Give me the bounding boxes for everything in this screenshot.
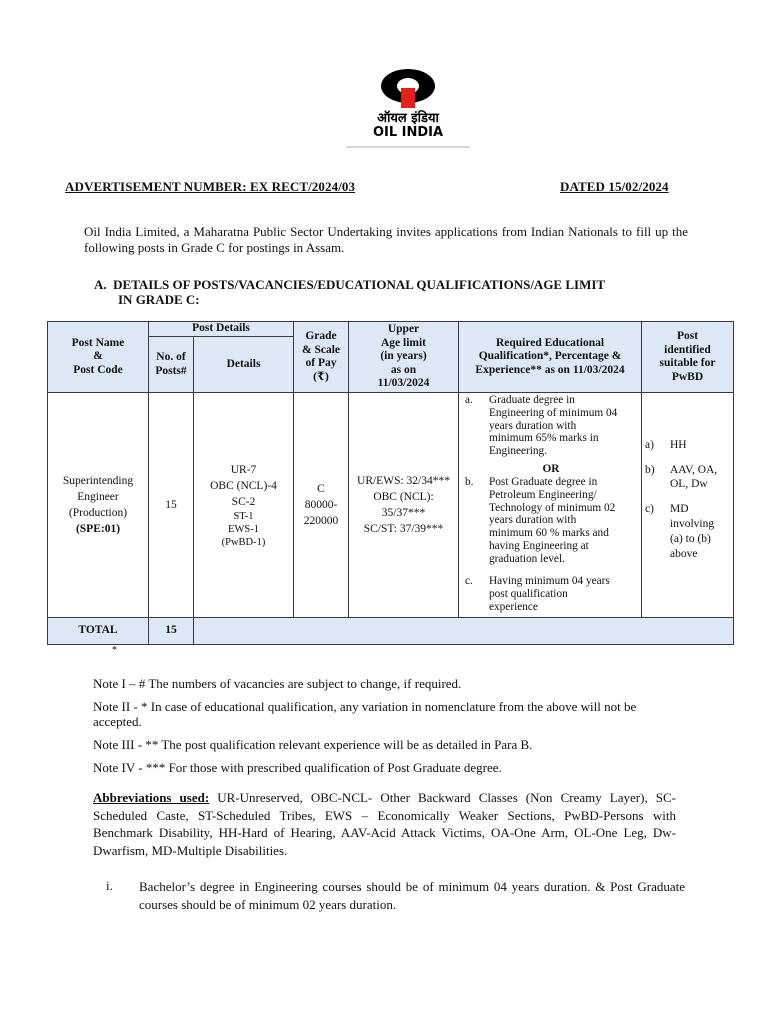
abbreviations-text: UR-Unreserved, OBC-NCL- Other Backward Classes (Non Creamy Layer), SC- Scheduled Caste, ST-Scheduled Tribes, EWS – Economically Weaker Sections, PwBD-Persons with Benchmark Disability, HH-Hard of Hearing, AAV-Acid Attack Victims, OA-One Arm, OL-One Leg, Dw-Dwarfism, MD-Multiple Disabilities. (93, 790, 676, 858)
note-3: Note III - ** The post qualification relevant experience will be as detailed in Para B. (93, 737, 533, 752)
asterisk-mark: * (112, 645, 117, 656)
oil-india-logo (347, 66, 469, 148)
post-code: (SPE:01) (75, 523, 121, 535)
section-a-heading (94, 277, 684, 307)
note-2: Note II - * In case of educational qualification, any variation in nomenclature from the above will not be accepted. (93, 699, 637, 729)
header-grade: Grade & Scale of Pay (₹) (293, 321, 349, 393)
cell-qualification: a. Graduate degree in Engineering of minimum 04 years duration with minimum 65% marks in Engineering. OR b. Post Graduate degree in Petroleum Engineering/ Technology of minimum 02 years duration with minimum 60 % marks and having Engineering at graduation level. c. Having minimum 04 years post qualification experience (458, 392, 642, 618)
header-details: Details (193, 336, 294, 393)
para-i-text: Bachelor’s degree in Engineering courses should be of minimum 04 years duration. & Post Graduate courses should be of minimum 02 years duration. (139, 879, 685, 912)
advertisement-date: DATED 15/02/2024 (560, 179, 669, 194)
note-1: Note I – # The numbers of vacancies are subject to change, if required. (93, 676, 462, 691)
abbreviations-paragraph (93, 789, 676, 859)
section-a-line1: DETAILS OF POSTS/VACANCIES/EDUCATIONAL QUALIFICATIONS/AGE LIMIT (113, 277, 606, 292)
para-i-number: i. (106, 878, 113, 893)
total-empty-cell (193, 617, 734, 645)
total-value: 15 (148, 617, 194, 645)
section-a-line2: IN GRADE C: (118, 292, 200, 307)
header-num-posts: No. of Posts# (148, 336, 194, 393)
qualification-or: OR (542, 463, 560, 475)
advertisement-number: ADVERTISEMENT NUMBER: EX RECT/2024/03 (65, 179, 356, 194)
total-label: TOTAL (47, 617, 149, 645)
section-a-label: A. (94, 277, 107, 292)
pwbd-c: c) MD involving (a) to (b) above (645, 503, 715, 560)
cell-details: UR-7 OBC (NCL)-4 SC-2 ST-1 EWS-1 (PwBD-1) (193, 392, 294, 618)
cell-age-limit: UR/EWS: 32/34*** OBC (NCL): 35/37*** SC/ST: 37/39*** (348, 392, 459, 618)
header-age-limit: Upper Age limit (in years) as on 11/03/2024 (348, 321, 459, 393)
abbreviations-label: Abbreviations used: (93, 790, 210, 805)
logo-text: OIL INDIA (372, 125, 444, 140)
header-pwbd: Post identified suitable for PwBD (641, 321, 734, 393)
pwbd-b: b) AAV, OA, OL, Dw (645, 464, 718, 490)
pwbd-a: a) HH (645, 439, 687, 451)
posts-table (47, 321, 734, 645)
cell-num-posts: 15 (148, 392, 194, 618)
cell-pwbd (641, 392, 734, 618)
header-post-details: Post Details (148, 321, 294, 337)
header-post-name: Post Name & Post Code (47, 321, 149, 393)
logo-divider (346, 146, 470, 148)
header-qualification: Required Educational Qualification*, Percentage & Experience** as on 11/03/2024 (458, 321, 642, 393)
note-4: Note IV - *** For those with prescribed qualification of Post Graduate degree. (93, 760, 502, 775)
cell-grade: C 80000- 220000 (293, 392, 349, 618)
cell-post-name: Superintending Engineer (Production) (SPE:01) (47, 392, 149, 618)
logo-hindi-text: ऑयल इंडिया (377, 111, 439, 126)
intro-paragraph: Oil India Limited, a Maharatna Public Sector Undertaking invites applications from Indian Nationals to fill up the following posts in Grade C for postings in Assam. (84, 224, 688, 255)
